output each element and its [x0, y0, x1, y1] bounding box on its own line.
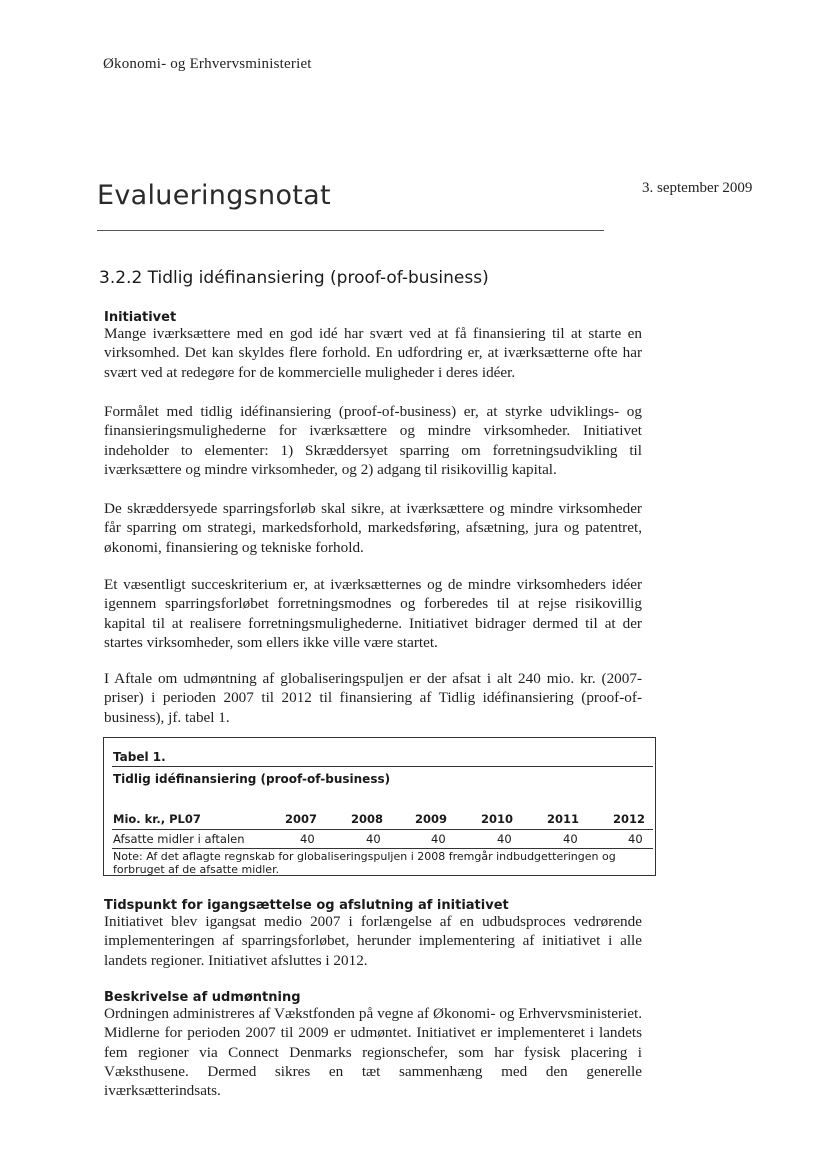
table-note: Note: Af det aflagte regnskab for globaliseringspuljen i 2008 fremgår indbudgetteringen og forbruget af de afsatte midler.: [113, 850, 616, 876]
tidspunkt-paragraph: Initiativet blev igangsat medio 2007 i forlængelse af en udbudsproces vedrørende implementeringen af sparringsforløbet, herunder implementering af initiativet i alle landets regioner. Initiativet afsluttes i 2012.: [104, 913, 642, 969]
table-header-rule: [112, 829, 653, 830]
table-unit-label: Mio. kr., PL07: [113, 812, 201, 826]
table-year: 2012: [613, 812, 646, 826]
document-date: 3. september 2009: [642, 180, 753, 196]
table-cell: 40: [366, 832, 381, 846]
table-row-label: Afsatte midler i aftalen: [113, 832, 245, 846]
ministry-name: Økonomi- og Erhvervsministeriet: [103, 56, 312, 72]
tidspunkt-heading: Tidspunkt for igangsættelse og afslutning af initiativet: [104, 898, 509, 913]
table-cell: 40: [431, 832, 446, 846]
table-year: 2009: [415, 812, 448, 826]
section-title: 3.2.2 Tidlig idéfinansiering (proof-of-business): [99, 268, 489, 288]
paragraph-4: Et væsentligt succeskriterium er, at iværksætternes og de mindre virksomheders idéer igennem sparringsforløbet forretningsmodnes og forberedes til at rejse risikovillig kapital til at realisere forretningsmulighederne. Initiativet bidrager dermed til at der startes virksomheder, som ellers ikke ville være startet.: [104, 576, 642, 651]
table-year: 2011: [547, 812, 580, 826]
document-title: Evalueringsnotat: [97, 180, 331, 211]
beskrivelse-paragraph: Ordningen administreres af Vækstfonden på vegne af Økonomi- og Erhvervsministeriet. Midlerne for perioden 2007 til 2009 er udmøntet. Initiativet er implementeret i landets fem regioner via Connect Denmarks regionschefer, som har fysisk placering i Væksthusene. Dermed sikres en tæt sammenhæng med den generelle iværksætterindsats.: [104, 1005, 642, 1100]
table-row-rule: [112, 848, 653, 849]
initiativet-heading: Initiativet: [104, 310, 177, 325]
paragraph-2: Formålet med tidlig idéfinansiering (proof-of-business) er, at styrke udviklings- og finansieringsmulighederne for iværksættere og mindre virksomheder. Initiativet indeholder to elementer: 1) Skræddersyet sparring om forretningsudvikling til iværksættere og mindre virksomheder, og 2) adgang til risikovillig kapital.: [104, 403, 642, 478]
beskrivelse-heading: Beskrivelse af udmøntning: [104, 990, 301, 1005]
paragraph-3: De skræddersyede sparringsforløb skal sikre, at iværksættere og mindre virksomheder får sparring om strategi, markedsforhold, markedsføring, afsætning, jura og patentret, økonomi, finansiering og tekniske forhold.: [104, 500, 642, 556]
paragraph-5: I Aftale om udmøntning af globaliseringspuljen er der afsat i alt 240 mio. kr. (2007-priser) i perioden 2007 til 2012 til finansiering af Tidlig idéfinansiering (proof-of-business), jf. tabel 1.: [104, 670, 642, 726]
table-cell: 40: [300, 832, 315, 846]
budget-table: [103, 737, 656, 876]
table-year: 2010: [481, 812, 514, 826]
table-caption: Tabel 1.: [113, 750, 166, 764]
table-year: 2007: [285, 812, 318, 826]
paragraph-1: Mange iværksættere med en god idé har svært ved at få finansiering til at starte en virksomhed. Det kan skyldes flere forhold. En udfordring er, at iværksætterne ofte har svært ved at redegøre for de kommercielle muligheder i deres idéer.: [104, 325, 642, 381]
title-divider: [97, 230, 604, 231]
table-cell: 40: [628, 832, 643, 846]
table-cell: 40: [497, 832, 512, 846]
table-title: Tidlig idéfinansiering (proof-of-business): [113, 772, 391, 786]
table-rule: [112, 766, 653, 767]
table-year: 2008: [351, 812, 384, 826]
table-cell: 40: [563, 832, 578, 846]
